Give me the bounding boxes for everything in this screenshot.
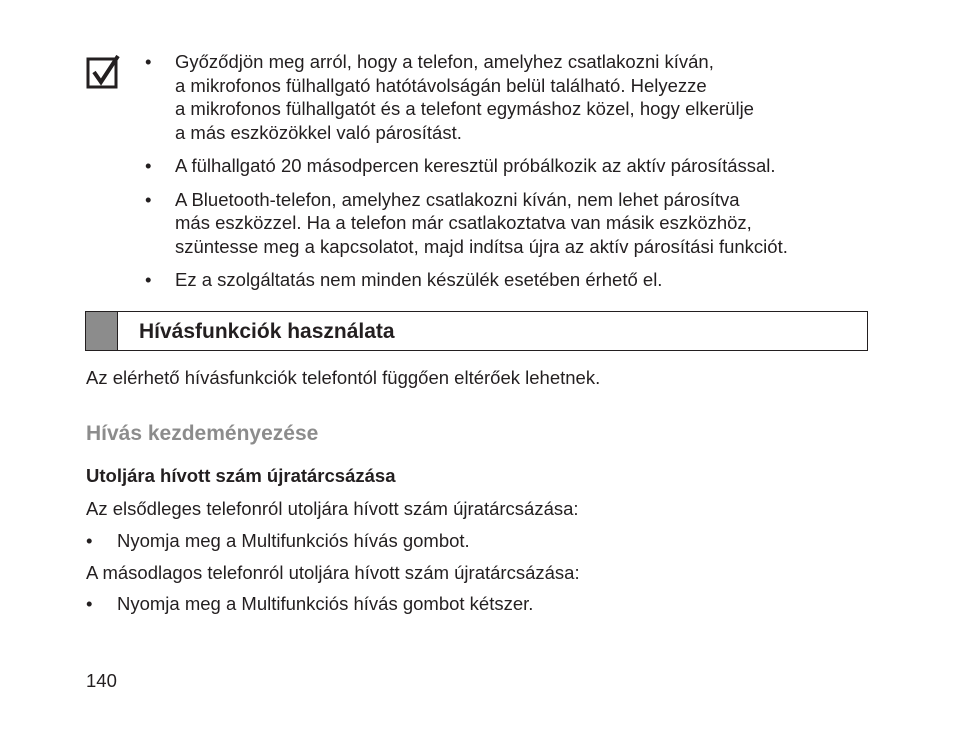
section-intro: Az elérhető hívásfunkciók telefontól függően eltérőek lehetnek.	[86, 367, 601, 388]
secondary-step-text: Nyomja meg a Multifunkciós hívás gombot kétszer.	[117, 593, 534, 614]
note-item	[145, 154, 875, 178]
note-item-text: A Bluetooth-telefon, amelyhez csatlakozni kíván, nem lehet párosítva más eszközzel. Ha a telefon már csatlakoztatva van másik eszközhöz, szüntesse meg a kapcsolatot, majd indítsa újra az aktív párosítási funkciót.	[175, 188, 788, 257]
bullet: •	[145, 51, 152, 72]
section-title: Hívásfunkciók használata	[139, 320, 395, 343]
subsection-title: Hívás kezdeményezése	[86, 422, 319, 445]
note-item-text: Győződjön meg arról, hogy a telefon, amelyhez csatlakozni kíván, a mikrofonos fülhallgató hatótávolságán belül található. Helyezze a mikrofonos fülhallgatót és a telefont egymáshoz közel, hogy elkerülje a más eszközökkel való párosítást.	[175, 51, 754, 143]
list-item	[86, 592, 533, 615]
note-item-text: A fülhallgató 20 másodpercen keresztül próbálkozik az aktív párosítással.	[175, 155, 776, 176]
bullet: •	[145, 155, 152, 176]
primary-step-text: Nyomja meg a Multifunkciós hívás gombot.	[117, 530, 470, 551]
note-item	[145, 268, 875, 292]
list-item	[86, 529, 470, 552]
bullet: •	[145, 269, 152, 290]
note-item	[145, 50, 875, 144]
note-item	[145, 188, 875, 259]
bullet: •	[86, 593, 93, 614]
secondary-phone-text: A másodlagos telefonról utoljára hívott szám újratárcsázása:	[86, 562, 580, 583]
primary-phone-text: Az elsődleges telefonról utoljára hívott szám újratárcsázása:	[86, 498, 579, 519]
bullet: •	[86, 530, 93, 551]
bullet: •	[145, 188, 152, 210]
note-item-text: Ez a szolgáltatás nem minden készülék esetében érhető el.	[175, 269, 663, 290]
note-list	[145, 50, 875, 302]
section-marker	[86, 312, 118, 350]
checkbox-check-icon	[86, 55, 120, 89]
topic-title: Utoljára hívott szám újratárcsázása	[86, 465, 396, 486]
section-header	[85, 311, 868, 351]
page-number: 140	[86, 670, 117, 691]
